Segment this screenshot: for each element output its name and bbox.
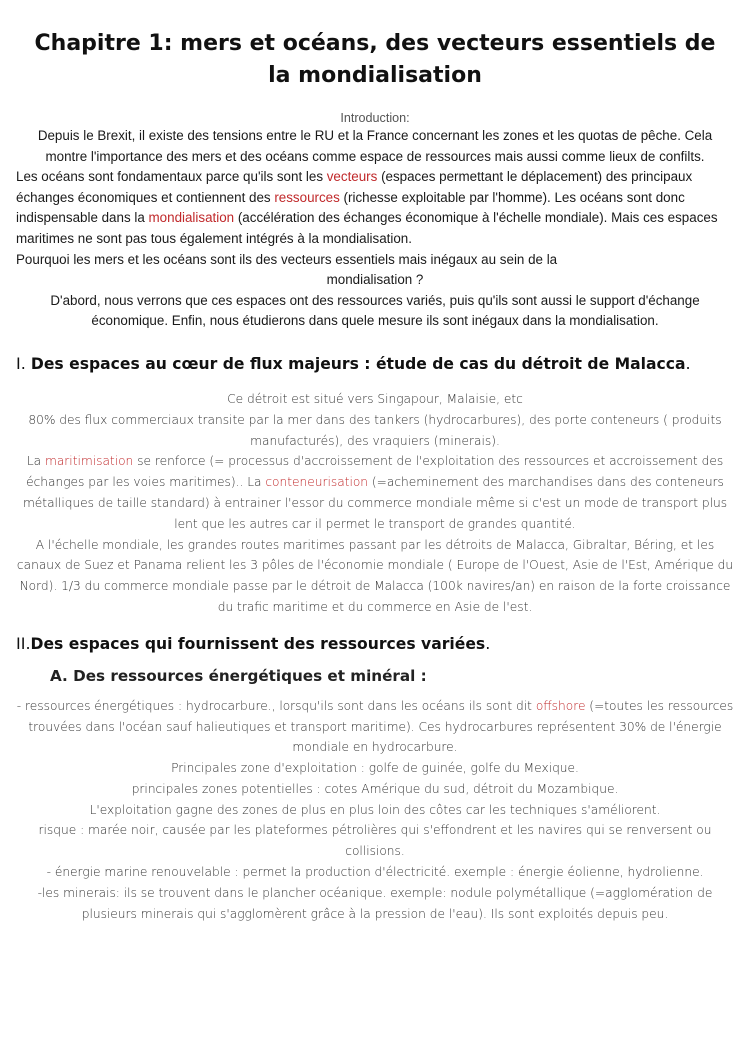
- problematique-line: Pourquoi les mers et les océans sont ils des vecteurs essentiels mais inégaux au sein de la: [16, 251, 558, 267]
- section-1-paragraph-4: A l'échelle mondiale, les grandes routes maritimes passant par les détroits de Malacca, Gibraltar, Béring, et les canaux de Suez et Panama relient les 3 pôles de l'économie mondiale ( Europe de l'Ouest, Asie de l'Est, Amérique du Nord). 1/3 du commerce mondiale passe par le détroit de Malacca (100k navires/an) en raison de la forte croissance du trafic maritime et du commerce en Asie de l'est.: [16, 537, 734, 614]
- section-title-end: .: [485, 633, 491, 653]
- section-2-line-6: - énergie marine renouvelable : permet la production d'électricité. exemple : énergie éolienne, hydrolienne.: [46, 865, 704, 880]
- section-2-heading: [16, 632, 734, 656]
- section-1-body: [16, 389, 734, 618]
- section-1-paragraph-3: [16, 451, 734, 534]
- text-span: (=acheminement des marchandises dans des conteneurs métalliques de taille standard) à entrainer l'essor du commerce mondiale même si c'est un mode de transport plus lent que les autres car il permet le transport de grandes quantité.: [22, 475, 728, 531]
- text-span: se renforce (= processus d'accroissement de l'exploitation des ressources et accroissement des échanges par les voies maritimes).. La: [26, 454, 724, 490]
- section-2-line-4: L'exploitation gagne des zones de plus en plus loin des côtes car les techniques s'améliorent.: [89, 802, 661, 817]
- keyword-maritimisation: maritimisation: [44, 454, 134, 469]
- subsection-a-heading: A. Des ressources énergétiques et minéral :: [50, 666, 427, 685]
- intro-paragraph-2: [16, 167, 734, 249]
- introduction: [16, 110, 734, 332]
- section-title-end: .: [685, 353, 691, 373]
- keyword-vecteurs: vecteurs: [326, 169, 378, 185]
- keyword-ressources: ressources: [274, 189, 340, 205]
- text-span: (richesse exploitable par l'homme). Les océans sont donc indispensable dans la: [16, 189, 685, 226]
- intro-plan: D'abord, nous verrons que ces espaces ont des ressources variés, puis qu'ils sont aussi le support d'échange économique. Enfin, nous étudierons dans quele mesure ils sont inégaux dans la mondialisation.: [50, 292, 700, 329]
- section-2-line-3: principales zones potentielles : cotes Amérique du sud, détroit du Mozambique.: [131, 781, 619, 796]
- section-2-line-7: -les minerais: ils se trouvent dans le plancher océanique. exemple: nodule polymétallique (=agglomération de plusieurs minerais qui s'agglomèrent grâce à la pression de l'eau). Ils sont exploités depuis peu.: [37, 885, 713, 921]
- keyword-mondialisation: mondialisation: [148, 210, 235, 226]
- keyword-offshore: offshore: [535, 698, 586, 713]
- page-title: Chapitre 1: mers et océans, des vecteurs essentiels de la mondialisation: [34, 31, 716, 88]
- text-span: (=toutes les ressources trouvées dans l'océan sauf halieutiques et transport maritime). Ces hydrocarbures représentent 30% de l'énergie mondiale en hydrocarbure.: [28, 698, 734, 755]
- intro-paragraph-1: Depuis le Brexit, il existe des tensions entre le RU et la France concernant les zones et les quotas de pêche. Cela montre l'importance des mers et des océans comme espace de ressources mais aussi comme lieux de confilts.: [37, 128, 713, 164]
- section-title: Des espaces qui fournissent des ressources variées: [30, 634, 486, 653]
- text-span: (accélération des échanges économique à l'échelle mondiale). Mais ces espaces maritimes ne sont pas tous également intégrés à la mondialisation.: [16, 210, 718, 246]
- section-2-line-2: Principales zone d'exploitation : golfe de guinée, golfe du Mexique.: [171, 761, 579, 776]
- section-1-line-1: Ce détroit est situé vers Singapour, Malaisie, etc: [227, 391, 523, 406]
- problematique-end: mondialisation ?: [326, 272, 424, 288]
- section-number: I.: [16, 353, 31, 373]
- section-2-paragraph-1: [16, 696, 734, 758]
- section-number: II.: [16, 633, 31, 653]
- text-span: Les océans sont fondamentaux parce qu'ils sont les: [16, 169, 327, 185]
- text-span: (espaces permettant le déplacement) des principaux échanges économiques et contiennent des: [16, 169, 693, 205]
- keyword-conteneurisation: conteneurisation: [265, 475, 369, 490]
- section-title: Des espaces au cœur de flux majeurs : étude de cas du détroit de Malacca: [30, 354, 686, 373]
- section-1-heading: [16, 352, 734, 376]
- section-2-body: [16, 696, 734, 925]
- section-1-line-2: 80% des flux commerciaux transite par la mer dans des tankers (hydrocarbures), des porte conteneurs ( produits manufacturés), des vraquiers (minerais).: [28, 412, 722, 448]
- text-span: La: [26, 454, 45, 469]
- section-2-line-5: risque : marée noir, causée par les plateformes pétrolières qui s'effondrent et les navires qui se renversent ou collisions.: [38, 823, 712, 859]
- text-span: - ressources énergétiques : hydrocarbure., lorsqu'ils sont dans les océans ils sont dit: [16, 698, 536, 713]
- intro-label: Introduction:: [340, 111, 410, 125]
